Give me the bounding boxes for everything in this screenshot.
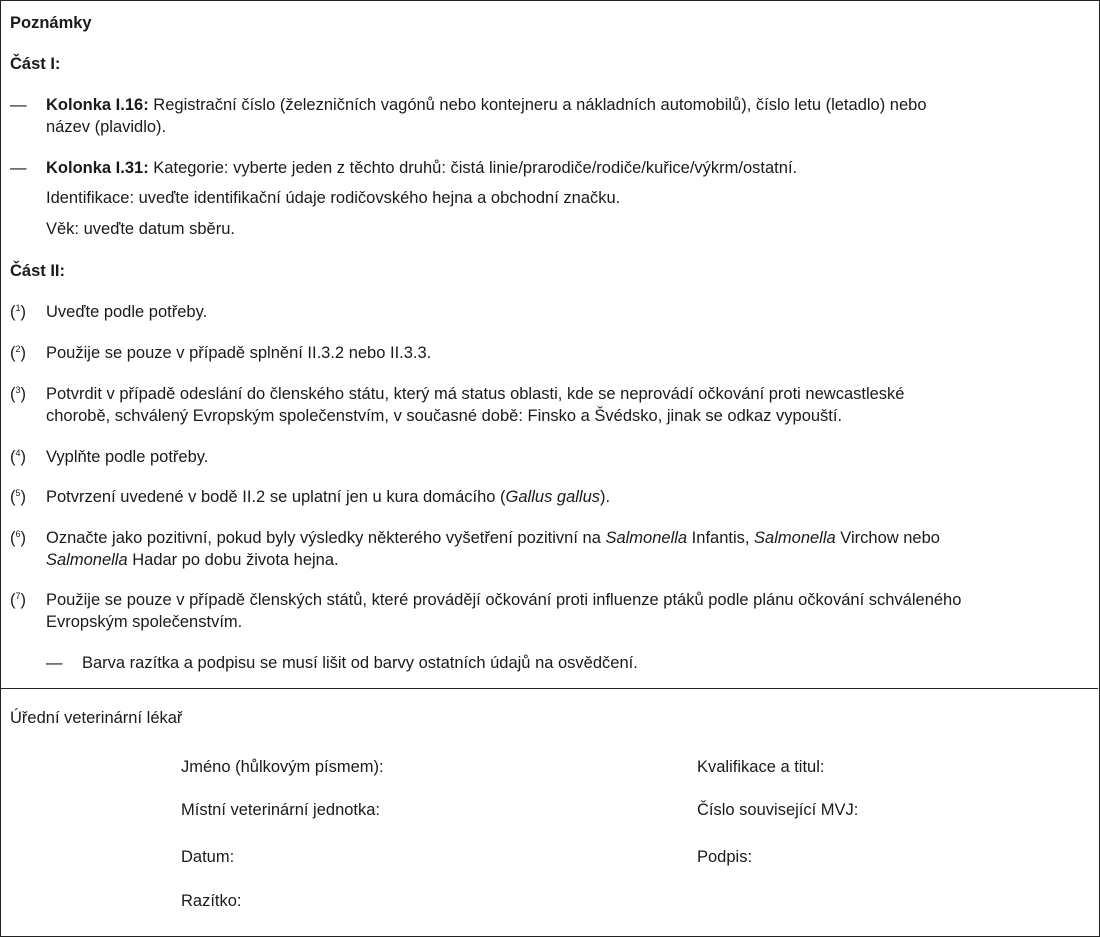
note1-marker: ($^1$) <box>10 303 27 321</box>
note7-marker: ($^7$) <box>10 591 27 609</box>
part1-item2-identification: Identifikace: uveďte identifikační údaje rodičovského hejna a obchodní značku. <box>46 189 621 207</box>
note3-line1: Potvrdit v případě odeslání do členského státu, který má status oblasti, kde se neprovádí očkování proti newcastleské <box>46 385 905 403</box>
note5-marker: ($^5$) <box>10 488 27 506</box>
part1-item2-text: Kategorie: vyberte jeden z těchto druhů: čistá linie/prarodiče/rodiče/kuřice/výkrm/ostatní. <box>153 159 798 177</box>
part2-heading: Část II: <box>10 262 66 280</box>
part1-item1-line1 <box>46 94 1090 116</box>
stamp-label: Razítko: <box>181 892 242 910</box>
part1-item2-line1 <box>46 157 797 179</box>
part1-item2-age: Věk: uveďte datum sběru. <box>46 220 235 238</box>
note4-marker: ($^4$) <box>10 448 27 466</box>
signature-heading: Úřední veterinární lékař <box>10 709 183 727</box>
note3-marker: ($^3$) <box>10 385 27 403</box>
note4-text: Vyplňte podle potřeby. <box>46 448 209 466</box>
note6-marker: ($^6$) <box>10 529 27 547</box>
note2-text: Použije se pouze v případě splnění II.3.2 nebo II.3.3. <box>46 344 432 362</box>
part1-item2-label: Kolonka I.31: <box>46 159 149 177</box>
signature-label: Podpis: <box>697 848 753 866</box>
note7-line1: Použije se pouze v případě členských států, které provádějí očkování proti influenze ptáků podle plánu očkování schváleného <box>46 591 962 609</box>
note2-marker: ($^2$) <box>10 344 27 362</box>
part1-item1-dash: — <box>10 96 27 114</box>
note6-line2: Salmonella Hadar po dobu života hejna. <box>46 551 339 569</box>
part1-item2-dash: — <box>10 159 27 177</box>
note7-line2: Evropským společenstvím. <box>46 613 243 631</box>
part1-heading: Část I: <box>10 55 61 73</box>
qualification-label: Kvalifikace a titul: <box>697 758 825 776</box>
part1-item1-text: Registrační číslo (železničních vagónů nebo kontejneru a nákladních automobilů), číslo letu (letadlo) nebo <box>153 96 927 114</box>
note1-text: Uveďte podle potřeby. <box>46 303 208 321</box>
part1-item1-line2: název (plavidlo). <box>46 118 167 136</box>
note3-line2: chorobě, schválený Evropským společenstvím, v současné době: Finsko a Švédsko, jinak se odkaz vypouští. <box>46 407 843 425</box>
date-label: Datum: <box>181 848 235 866</box>
note6-line1: Označte jako pozitivní, pokud byly výsledky některého vyšetření pozitivní na Salmonella Infantis, Salmonella Virchow nebo <box>46 529 940 547</box>
final-dash: — <box>46 654 63 672</box>
part1-item1-label: Kolonka I.16: <box>46 96 149 114</box>
final-note-text: Barva razítka a podpisu se musí lišit od barvy ostatních údajů na osvědčení. <box>82 654 638 672</box>
note5-species: Gallus gallus <box>505 488 601 506</box>
name-label: Jméno (hůlkovým písmem): <box>181 758 384 776</box>
unit-label: Místní veterinární jednotka: <box>181 801 381 819</box>
unit-number-label: Číslo související MVJ: <box>697 801 859 819</box>
notes-title: Poznámky <box>10 14 92 32</box>
note5-text: Potvrzení uvedené v bodě II.2 se uplatní jen u kura domácího (Gallus gallus). <box>46 488 611 506</box>
section-divider <box>0 688 1098 689</box>
